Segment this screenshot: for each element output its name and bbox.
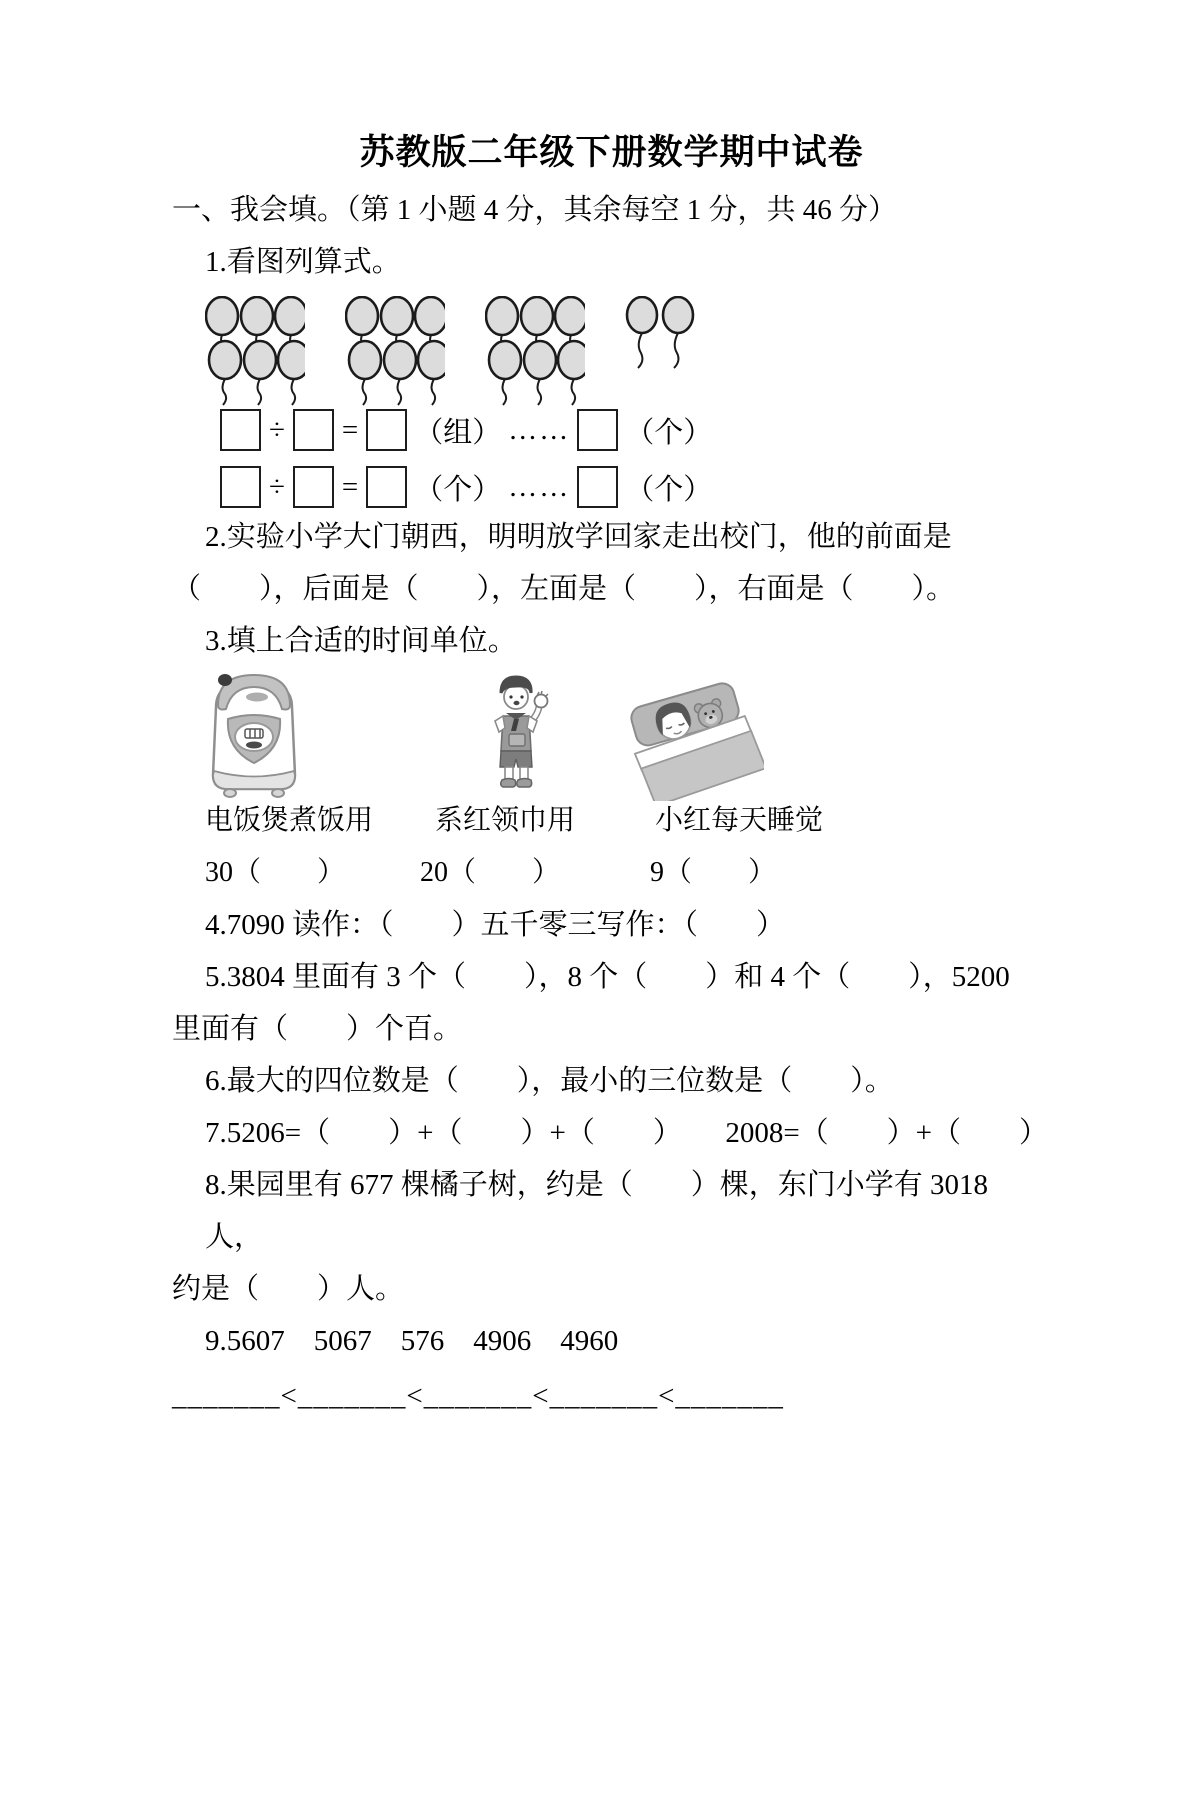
unit-label: （个）: [625, 416, 713, 449]
q2-line1: 2.实验小学大门朝西，明明放学回家走出校门，他的前面是: [205, 521, 952, 553]
answer-box: [220, 466, 261, 508]
unit-label: （组）: [414, 416, 502, 449]
q5-line2: 里面有（ ）个百。: [172, 1013, 463, 1045]
equals-sign: =: [341, 470, 359, 503]
caption-scarf: 系红领巾用: [435, 805, 576, 836]
q3-captions: [172, 795, 1051, 847]
value-rice-cooker: 30（ ）: [205, 857, 346, 888]
rice-cooker-image: [200, 667, 308, 799]
q1-label: 1.看图列算式。: [205, 246, 401, 278]
unit-label: （个）: [625, 473, 713, 506]
balloon-group: [345, 296, 445, 408]
q3-label: 3.填上合适的时间单位。: [205, 625, 517, 657]
q3-pictures: [172, 669, 1051, 795]
exam-page: [0, 132, 1191, 1425]
unit-label: （个）: [414, 473, 502, 506]
q6-text: 6.最大的四位数是（ ），最小的三位数是（ ）。: [205, 1065, 894, 1097]
answer-box: [577, 409, 618, 451]
q7-text: 7.5206=（ ）+（ ）+（ ） 2008=（ ）+（ ）: [205, 1117, 1049, 1149]
q8-line1: 8.果园里有 677 棵橘子树，约是（ ）棵，东门小学有 3018 人，: [205, 1169, 996, 1253]
q9-numbers: 9.5607 5067 576 4906 4960: [205, 1325, 619, 1357]
divide-sign: ÷: [269, 413, 285, 446]
boy-waving-image: [475, 671, 560, 795]
q3-values: [172, 847, 1051, 899]
caption-rice-cooker: 电饭煲煮饭用: [205, 805, 374, 836]
page-title: 苏教版二年级下册数学期中试卷: [359, 133, 864, 172]
q1-formula-items: [172, 463, 1051, 511]
answer-box: [293, 409, 334, 451]
q4-text: 4.7090 读作：（ ）五千零三写作：（ ）: [205, 909, 786, 941]
q2-line2: （ ），后面是（ ），左面是（ ），右面是（ ）。: [172, 573, 956, 605]
balloon-illustration: [172, 296, 1051, 400]
remainder-dots: ……: [508, 470, 571, 503]
answer-box: [577, 466, 618, 508]
q9-comparison-blanks: _______<_______<_______<_______<_______: [172, 1380, 784, 1412]
girl-sleeping-image: [622, 669, 764, 801]
q8-line2: 约是（ ）人。: [172, 1273, 405, 1305]
equals-sign: =: [341, 413, 359, 446]
balloon-extras: [625, 296, 697, 408]
q1-formula-groups: [172, 406, 1051, 454]
caption-sleep: 小红每天睡觉: [655, 805, 824, 836]
value-scarf: 20（ ）: [420, 857, 561, 888]
answer-box: [366, 409, 407, 451]
answer-box: [293, 466, 334, 508]
q5-line1: 5.3804 里面有 3 个（ ），8 个（ ）和 4 个（ ），5200: [205, 961, 1010, 993]
value-sleep: 9（ ）: [650, 857, 777, 888]
balloon-group: [205, 296, 305, 408]
answer-box: [220, 409, 261, 451]
balloon-group: [485, 296, 585, 408]
divide-sign: ÷: [269, 470, 285, 503]
section-heading: 一、我会填。（第 1 小题 4 分，其余每空 1 分，共 46 分）: [172, 194, 898, 226]
answer-box: [366, 466, 407, 508]
remainder-dots: ……: [508, 413, 571, 446]
